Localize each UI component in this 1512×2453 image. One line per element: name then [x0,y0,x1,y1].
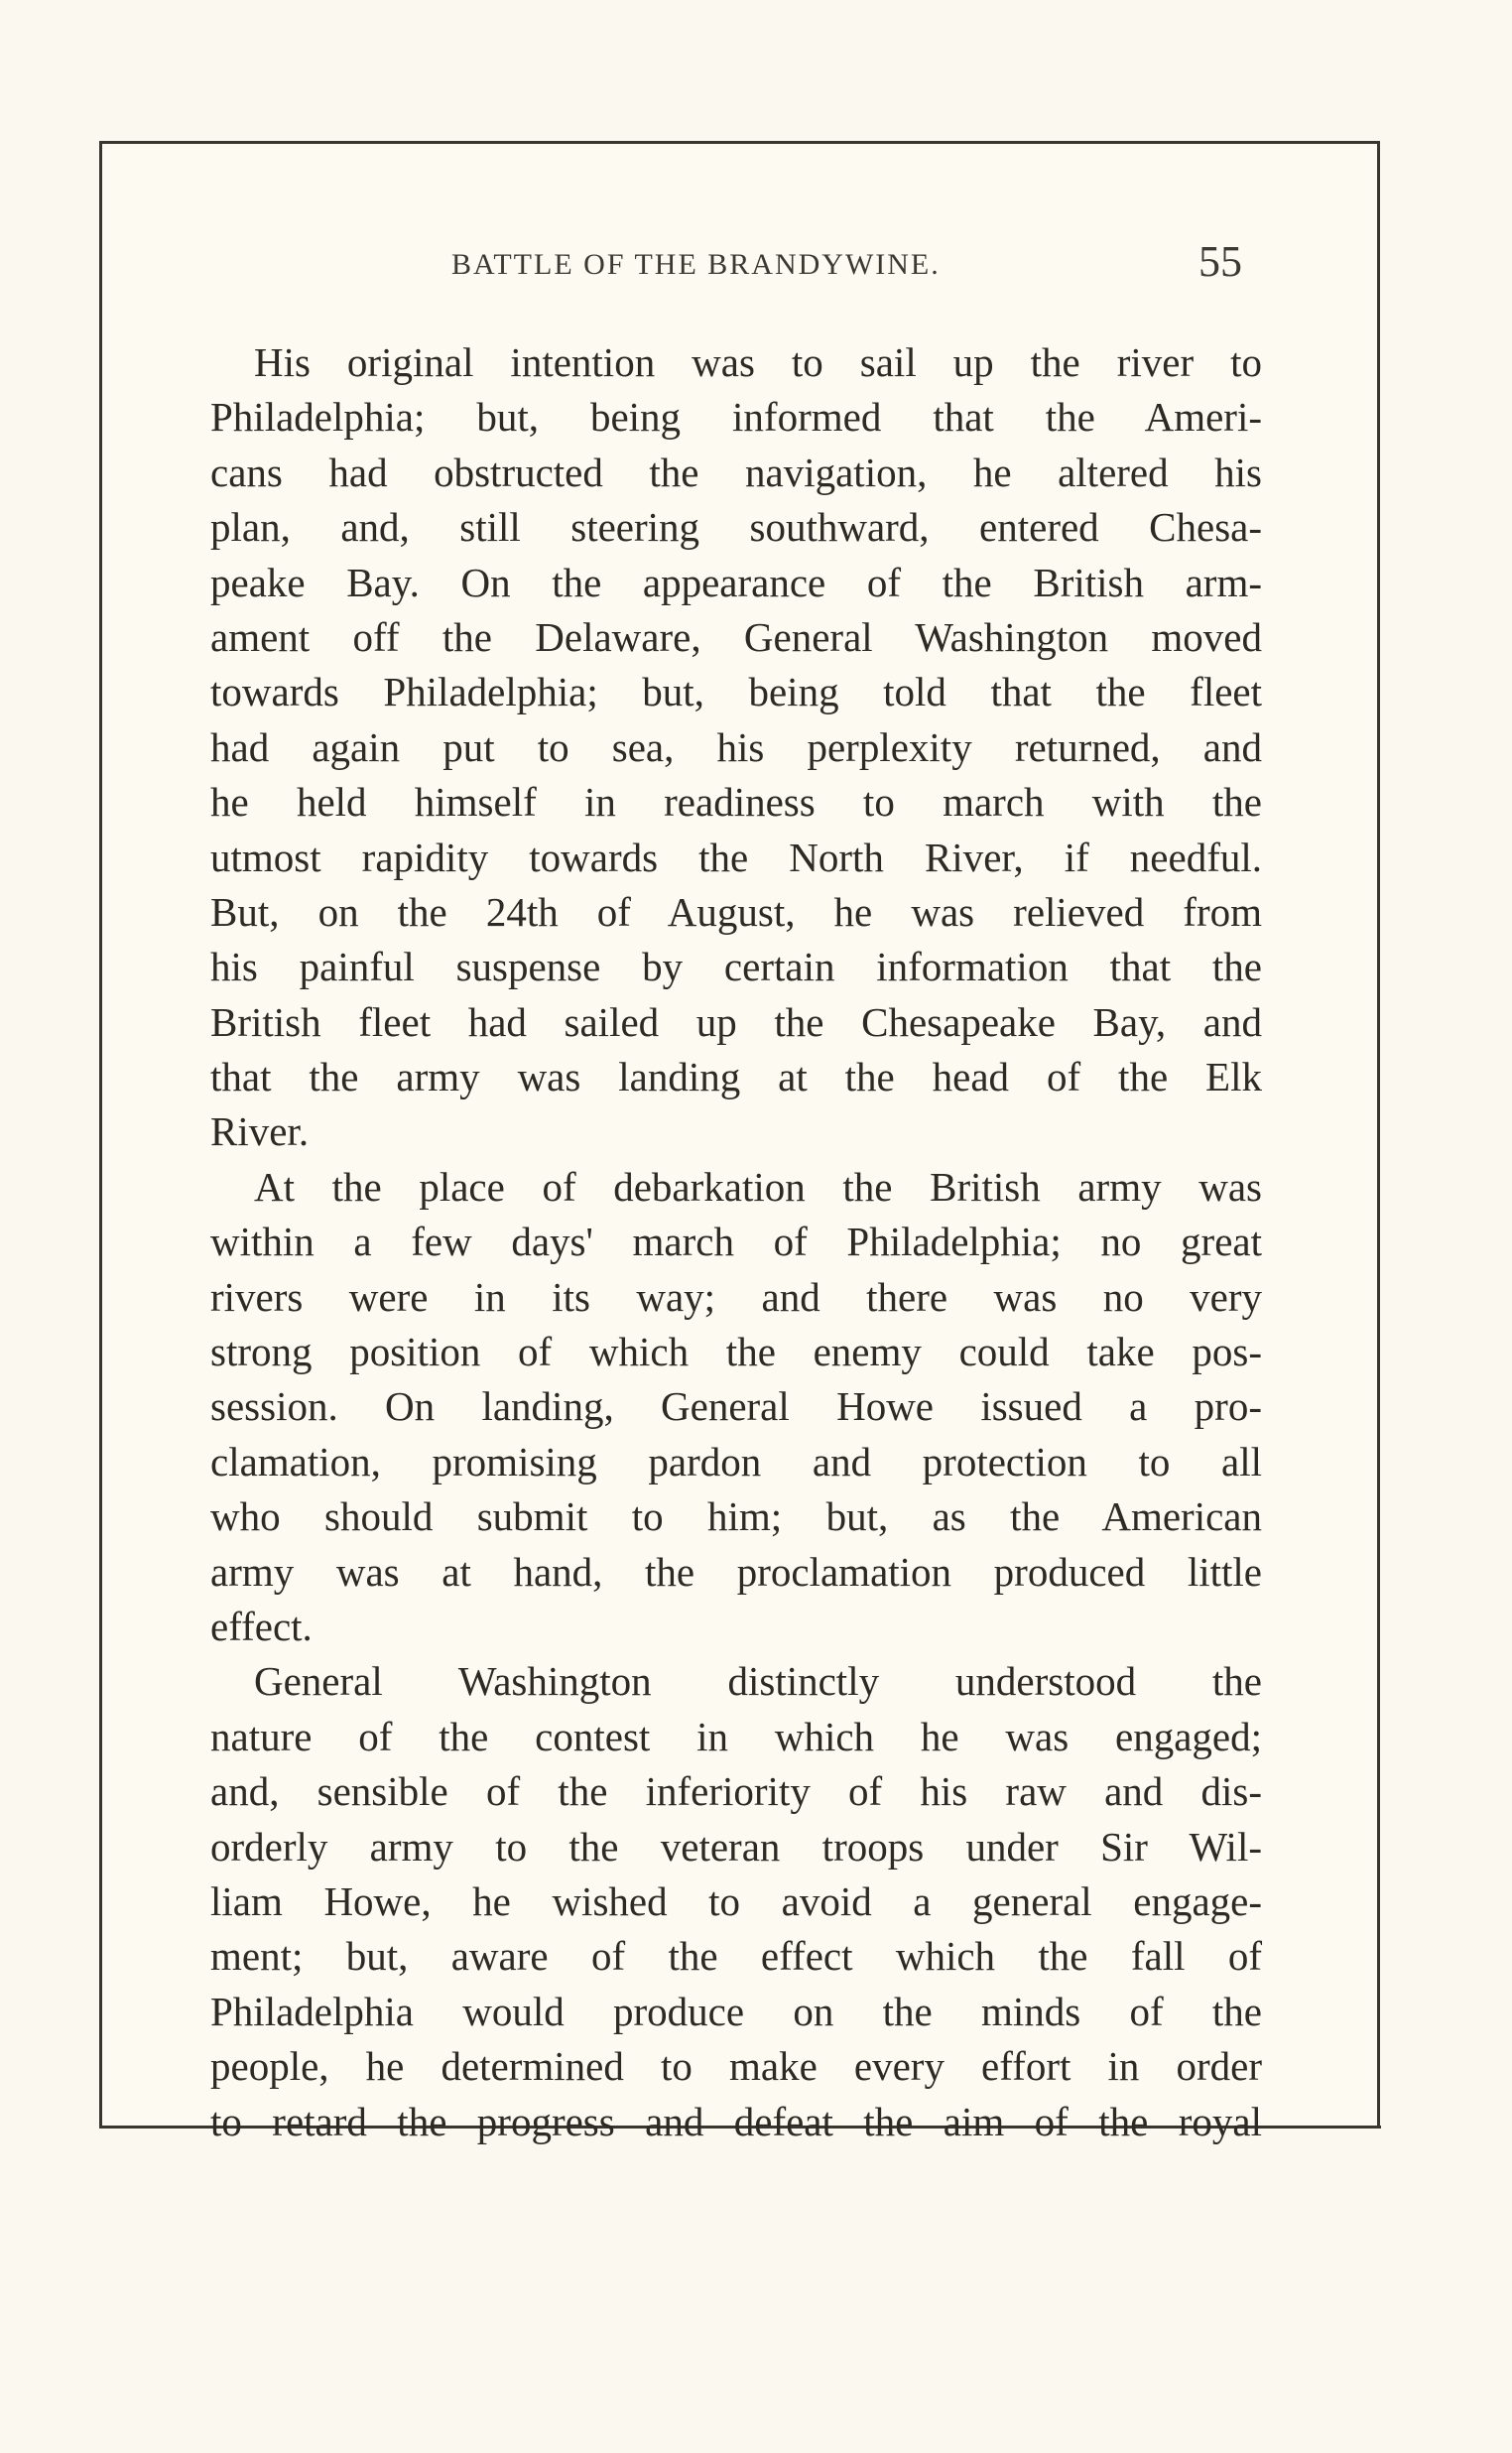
frame-left-border [99,141,102,2128]
frame-right-border [1377,141,1380,2129]
text-line: orderly army to the veteran troops under Sir Wil- [210,1823,1262,1870]
text-line: his painful suspense by certain information that the [210,944,1262,990]
text-line: strong position of which the enemy could take pos- [210,1329,1262,1375]
running-title: BATTLE OF THE BRANDYWINE. [451,248,941,281]
text-line: Philadelphia; but, being informed that the Ameri- [210,394,1262,441]
text-line: who should submit to him; but, as the American [210,1493,1262,1540]
text-line: he held himself in readiness to march with the [210,779,1262,826]
text-line: ment; but, aware of the effect which the fall of [210,1933,1262,1980]
text-line: River. [210,1108,310,1155]
text-line: cans had obstructed the navigation, he altered his [210,449,1262,495]
text-line: to retard the progress and defeat the aim of the royal [210,2098,1262,2144]
text-line: and, sensible of the inferiority of his raw and dis- [210,1768,1262,1815]
text-line: effect. [210,1603,313,1649]
text-line: But, on the 24th of August, he was relieved from [210,888,1262,935]
text-line: had again put to sea, his perplexity returned, and [210,723,1262,770]
text-line: clamation, promising pardon and protection to all [210,1438,1262,1485]
text-line: At the place of debarkation the British army was [254,1163,1262,1210]
text-line: that the army was landing at the head of the Elk [210,1054,1262,1100]
text-line: nature of the contest in which he was engaged; [210,1713,1262,1759]
text-line: people, he determined to make every effort in order [210,2043,1262,2090]
text-line: His original intention was to sail up the river to [254,339,1262,385]
text-line: towards Philadelphia; but, being told that the fleet [210,669,1262,715]
text-line: utmost rapidity towards the North River, if needful. [210,834,1262,880]
page-number: 55 [1198,237,1242,286]
text-line: ament off the Delaware, General Washington moved [210,613,1262,660]
frame-top-border [99,141,1379,144]
body-text [210,335,1262,2149]
text-line: army was at hand, the proclamation produced little [210,1548,1262,1595]
text-line: liam Howe, he wished to avoid a general engage- [210,1877,1262,1924]
text-line: British fleet had sailed up the Chesapeake Bay, and [210,998,1262,1045]
text-line: peake Bay. On the appearance of the British arm- [210,559,1262,605]
text-line: plan, and, still steering southward, entered Chesa- [210,504,1262,551]
text-line: rivers were in its way; and there was no very [210,1273,1262,1320]
text-line: session. On landing, General Howe issued a pro- [210,1383,1262,1430]
text-line: Philadelphia would produce on the minds of the [210,1988,1262,2034]
text-line: within a few days' march of Philadelphia; no great [210,1219,1262,1265]
text-line: General Washington distinctly understood the [254,1658,1262,1705]
